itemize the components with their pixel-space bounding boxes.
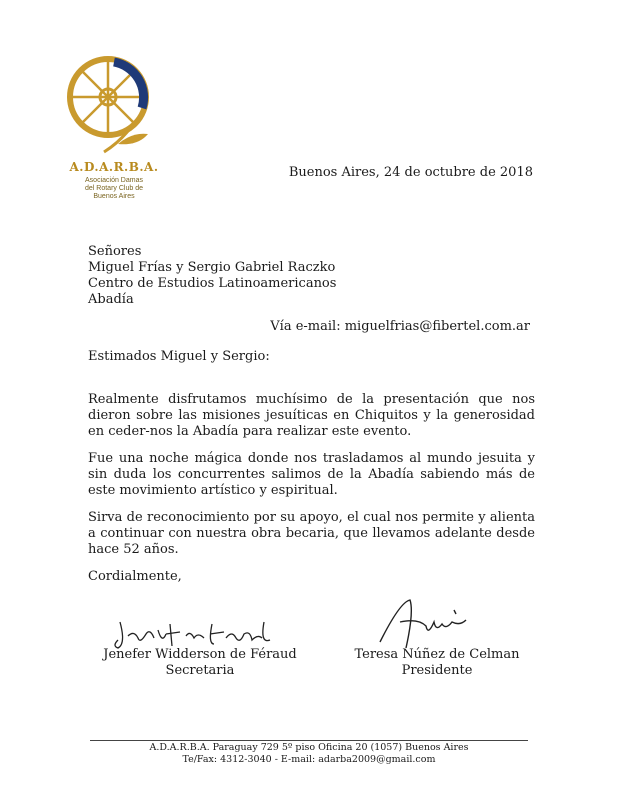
paragraph: Fue una noche mágica donde nos trasladamos al mundo jesuita y sin duda los concurrentes salimos de la Abadía sabiendo más de este movimiento artístico y espiritual. (88, 451, 535, 498)
via-email: Vía e-mail: miguelfrias@fibertel.com.ar (270, 319, 530, 334)
footer-address: A.D.A.R.B.A. Paraguay 729 5º piso Oficina 20 (1057) Buenos Aires (149, 742, 469, 753)
footer-divider (90, 740, 528, 741)
signer-secretaria (100, 647, 300, 679)
recipient-line: Miguel Frías y Sergio Gabriel Raczko (88, 260, 336, 275)
paragraph: Realmente disfrutamos muchísimo de la presentación que nos dieron sobre las misiones jesuíticas en Chiquitos y la generosidad en ceder-nos la Abadía para realizar este evento. (88, 392, 535, 439)
recipient-line: Señores (88, 244, 142, 259)
rotary-wheel-icon (60, 52, 160, 162)
closing: Cordialmente, (88, 569, 182, 584)
org-subtitle: Asociación Damas del Rotary Club de Buenos Aires (85, 177, 143, 200)
paragraph: Sirva de reconocimiento por su apoyo, el cual nos permite y alienta a continuar con nuestra obra becaria, que llevamos adelante desde hace 52 años. (88, 510, 535, 557)
footer-contact: Te/Fax: 4312-3040 - E-mail: adarba2009@gmail.com (182, 754, 436, 765)
signer-presidente (352, 647, 522, 679)
signature-presidente (370, 592, 480, 652)
signer-name: Teresa Núñez de Celman (354, 647, 520, 662)
recipient-block (88, 244, 336, 308)
letter-date: Buenos Aires, 24 de octubre de 2018 (288, 165, 533, 180)
signer-name: Jenefer Widderson de Féraud (103, 647, 297, 662)
letter-body (88, 392, 535, 569)
recipient-line: Abadía (88, 292, 134, 307)
org-name: A.D.A.R.B.A. (69, 160, 159, 174)
recipient-line: Centro de Estudios Latinoamericanos (88, 276, 337, 291)
footer (90, 742, 528, 766)
greeting: Estimados Miguel y Sergio: (88, 349, 270, 364)
signer-role: Secretaria (165, 663, 235, 678)
signer-role: Presidente (401, 663, 473, 678)
